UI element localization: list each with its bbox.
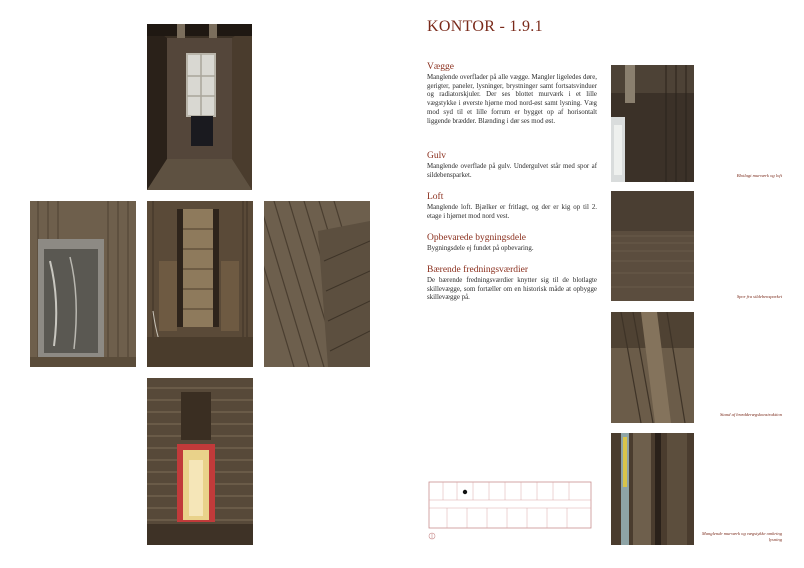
section-body: De bærende fredningsværdier knytter sig til de blotlagte skillevægge, som fortæller om en historisk måde at opbygge skillevægge på. bbox=[427, 277, 597, 302]
section-gulv bbox=[427, 151, 597, 180]
section-body: Manglende loft. Bjælker er fritlagt, og der er kig op til 2. etage i hjørnet mod nord vest. bbox=[427, 204, 597, 220]
section-body: Manglende overflade på gulv. Undergulvet står med spor af sildebensparket. bbox=[427, 163, 597, 179]
photo-detail-boards bbox=[611, 312, 694, 423]
photo-window-wall bbox=[147, 24, 252, 190]
section-heading: Vægge bbox=[427, 62, 454, 72]
caption-floor: Spor fra sildebensparket bbox=[736, 294, 782, 299]
caption-ceiling: Blotlagt murværk og loft bbox=[736, 173, 782, 178]
section-heading: Opbevarede bygningsdele bbox=[427, 233, 526, 243]
photo-diagonal-boards bbox=[264, 201, 370, 367]
section-heading: Loft bbox=[427, 192, 444, 202]
section-loft bbox=[427, 192, 597, 221]
section-heading: Gulv bbox=[427, 151, 446, 161]
section-opbevarede bbox=[427, 233, 597, 254]
section-baerende bbox=[427, 265, 597, 303]
section-body: Bygningsdele ej fundet på opbevaring. bbox=[427, 245, 534, 252]
photo-detail-ceiling bbox=[611, 65, 694, 182]
floor-plan bbox=[427, 480, 593, 542]
section-body: Manglende overflader på alle vægge. Mangler ligeledes døre, gerigter, paneler, lysninger, brystninger samt fortsatsvinduer og radiatorskjuler. Der ses blottet murværk i et lille vægstykke i øverste hjørne mod nord-øst samt lysning. Væg mod syd til et lille forrum er bygget op af horisontalt liggende brædder. Blænding i dør ses mod øst. bbox=[427, 74, 597, 125]
page-title: KONTOR - 1.9.1 bbox=[427, 18, 543, 35]
caption-reveal: Manglende murværk og vægstykke omkring lysning bbox=[701, 531, 782, 542]
section-vaegge bbox=[427, 62, 597, 126]
section-heading: Bærende fredningsværdier bbox=[427, 265, 529, 275]
photo-detail-reveal bbox=[611, 433, 694, 545]
photo-wrapped-door bbox=[30, 201, 136, 367]
photo-brick-door bbox=[147, 378, 253, 545]
photo-detail-floor bbox=[611, 191, 694, 301]
photo-open-wall-studs bbox=[147, 201, 253, 367]
caption-boards: Stand af brædderægskonstruktion bbox=[719, 412, 782, 417]
